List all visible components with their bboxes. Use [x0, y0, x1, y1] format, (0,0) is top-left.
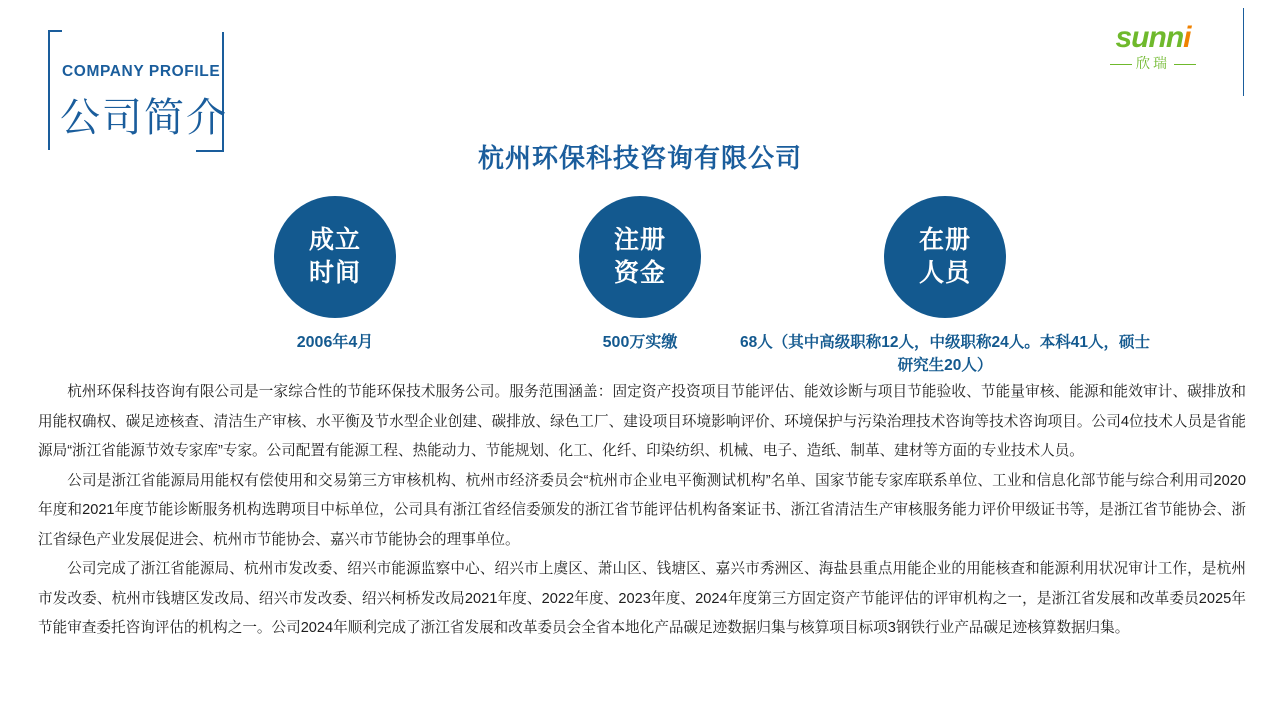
stat-capital-label-line1: 注册 — [613, 226, 666, 254]
body-copy — [38, 378, 1246, 644]
logo-subtext: 欣瑞 — [1136, 55, 1170, 71]
stats-row — [0, 196, 1280, 374]
header-frame-mask-top — [62, 28, 226, 32]
paragraph-3: 公司完成了浙江省能源局、杭州市发改委、绍兴市能源监察中心、绍兴市上虞区、萧山区、钱塘区、嘉兴市秀洲区、海盐县重点用能企业的用能核查和能源利用状况审计工作，是杭州市发改委、杭州市钱塘区发改局、绍兴市发改委、绍兴柯桥发改局2021年度、2022年度、2023年度、2024年度第三方固定资产节能评估的评审机构之一，是浙江省发展和改革委员2025年节能审查委托咨询评估的机构之一。公司2024年顺利完成了浙江省发展和改革委员会全省本地化产品碳足迹数据归集与核算项目标项3钢铁行业产品碳足迹核算数据归集。 — [38, 561, 1246, 636]
stat-staff-circle — [884, 196, 1006, 318]
stat-founded-circle — [274, 196, 396, 318]
logo-left-bar-icon — [1110, 64, 1132, 66]
stat-capital-value: 500万实缴 — [602, 334, 678, 351]
stat-founded-label-line1: 成立 — [308, 226, 361, 254]
stat-capital-circle — [579, 196, 701, 318]
page-title: 杭州环保科技咨询有限公司 — [477, 143, 802, 173]
stat-staff-value: 68人（其中高级职称12人，中级职称24人。本科41人，硕士研究生20人） — [740, 334, 1150, 374]
company-logo — [1078, 22, 1228, 82]
section-header — [48, 30, 228, 152]
paragraph-2: 公司是浙江省能源局用能权有偿使用和交易第三方审核机构、杭州市经济委员会“杭州市企业电平衡测试机构”名单、国家节能专家库联系单位、工业和信息化部节能与综合利用司2020年度和2021年度节能诊断服务机构选聘项目中标单位，公司具有浙江省经信委颁发的浙江省节能评估机构备案证书、浙江省清洁生产审核服务能力评价甲级证书等，是浙江省节能协会、浙江省绿色产业发展促进会、杭州市节能协会、嘉兴市节能协会的理事单位。 — [38, 472, 1246, 548]
header-vertical-rule — [1243, 8, 1245, 96]
logo-wordmark — [1078, 22, 1228, 54]
stat-staff-label-line2: 人员 — [918, 259, 971, 287]
paragraph-1: 杭州环保科技咨询有限公司是一家综合性的节能环保技术服务公司。服务范围涵盖：固定资产投资项目节能评估、能效诊断与项目节能验收、节能量审核、能源和能效审计、碳排放和用能权确权、碳足迹核查、清洁生产审核、水平衡及节水型企业创建、碳排放、绿色工厂、建设项目环境影响评价、环境保护与污染治理技术咨询等技术咨询项目。公司4位技术人员是省能源局“浙江省能源节效专家库”专家。公司配置有能源工程、热能动力、节能规划、化工、化纤、印染纺织、机械、电子、造纸、制革、建材等方面的专业技术人员。 — [38, 384, 1246, 459]
stat-staff-label-line1: 在册 — [918, 226, 971, 254]
logo-wordmark-text: sunn — [1115, 21, 1184, 54]
stat-founded — [180, 196, 490, 354]
header-english-title: COMPANY PROFILE — [62, 63, 221, 80]
header-chinese-title: 公司简介 — [60, 96, 228, 140]
stat-founded-value: 2006年4月 — [296, 334, 374, 351]
stat-capital-label-line2: 资金 — [613, 259, 666, 287]
stat-staff — [740, 196, 1150, 377]
logo-right-bar-icon — [1174, 64, 1196, 66]
logo-subtext-row — [1078, 55, 1228, 71]
stat-founded-label-line2: 时间 — [308, 259, 361, 287]
logo-wordmark-tail: i — [1183, 21, 1191, 54]
